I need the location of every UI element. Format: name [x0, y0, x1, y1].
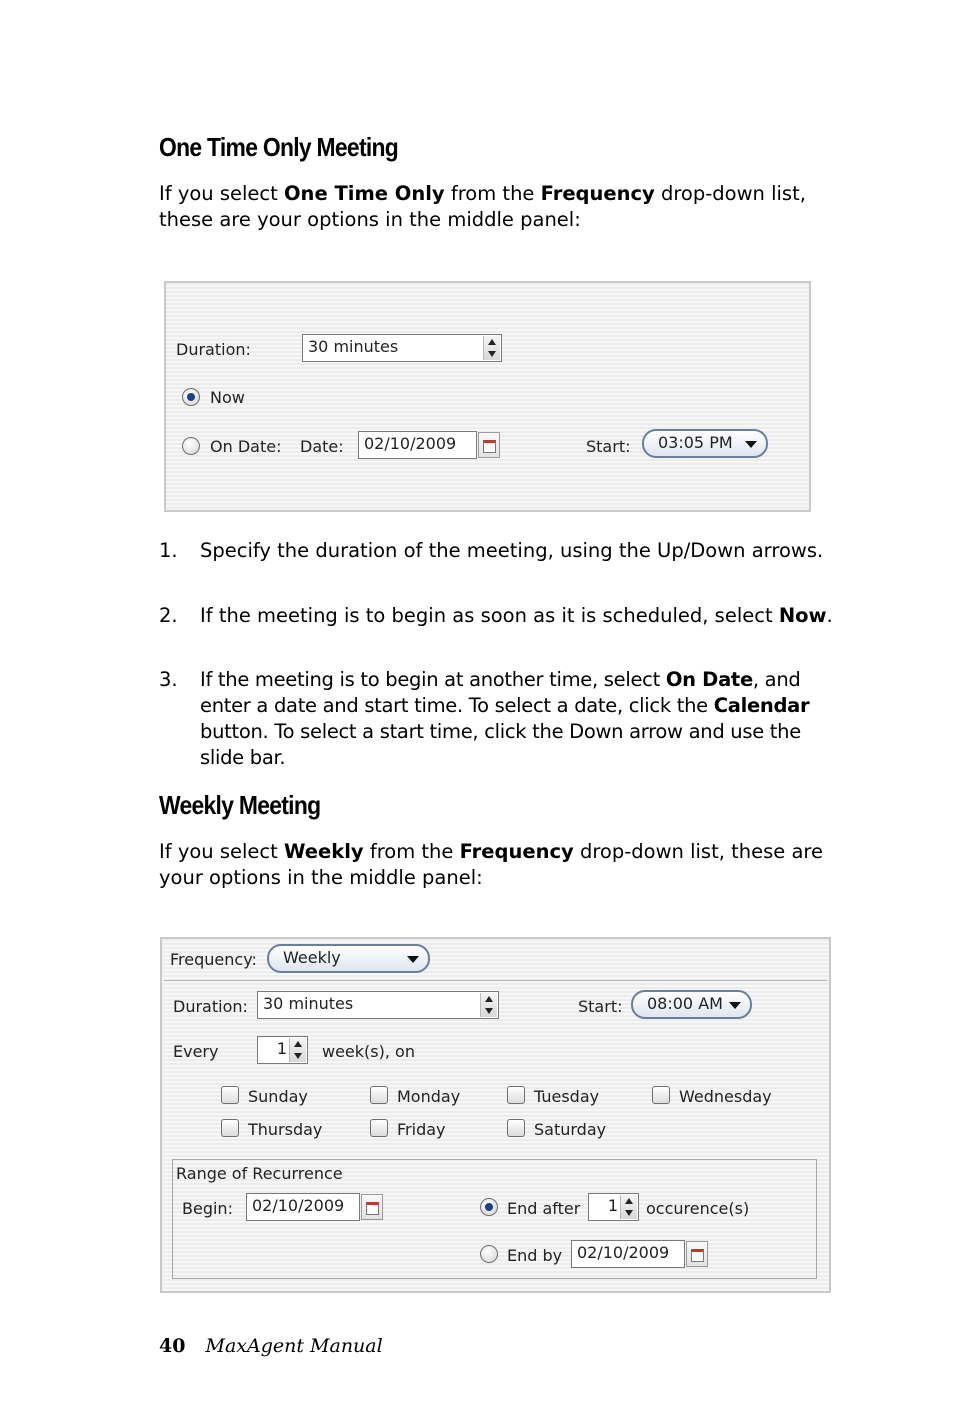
- intro-bold-frequency: Frequency: [540, 182, 655, 205]
- frequency-dropdown[interactable]: [267, 944, 430, 973]
- end-after-stepper[interactable]: [588, 1193, 639, 1221]
- step-text-part: Specify the duration of the meeting, using the Up/Down arrows.: [200, 539, 824, 562]
- begin-date-field[interactable]: [246, 1193, 360, 1221]
- section2-intro: [159, 839, 849, 891]
- intro-text: drop-down list, these are your options in the middle panel:: [159, 182, 806, 231]
- intro-text: from the: [363, 840, 460, 863]
- date-value: 02/10/2009: [364, 434, 457, 453]
- manual-title: MaxAgent Manual: [205, 1335, 383, 1357]
- weeks-on-label: week(s), on: [322, 1042, 415, 1061]
- page-number: 40: [159, 1335, 186, 1357]
- end-after-radio[interactable]: [480, 1198, 498, 1216]
- step-bold-now: Now: [778, 604, 827, 627]
- start-label: Start:: [586, 437, 631, 456]
- step-text-part: , and enter a date and start time. To select a date, click the: [200, 668, 801, 717]
- step-text: [200, 667, 845, 771]
- step-bold-on-date: On Date: [665, 668, 753, 691]
- begin-date-value: 02/10/2009: [252, 1196, 345, 1215]
- step-text-part: If the meeting is to begin at another time, select: [200, 668, 666, 691]
- end-by-label: End by: [507, 1246, 563, 1265]
- end-by-radio[interactable]: [480, 1245, 498, 1263]
- chevron-down-icon[interactable]: [729, 1002, 741, 1009]
- now-label: Now: [210, 388, 245, 407]
- step-number: 2.: [159, 604, 178, 627]
- sunday-label: Sunday: [248, 1087, 308, 1106]
- monday-checkbox[interactable]: [370, 1086, 388, 1104]
- occurrences-label: occurence(s): [646, 1199, 750, 1218]
- start-time-dropdown[interactable]: [642, 429, 768, 458]
- monday-label: Monday: [397, 1087, 461, 1106]
- section1-intro: [159, 181, 849, 233]
- one-time-panel-screenshot: [164, 281, 811, 512]
- chevron-down-icon[interactable]: [407, 956, 419, 963]
- friday-label: Friday: [397, 1120, 446, 1139]
- list-item: [159, 667, 849, 771]
- page-footer: [159, 1335, 383, 1357]
- date-label: Date:: [300, 437, 344, 456]
- duration-value: 30 minutes: [308, 337, 399, 356]
- step-number: 1.: [159, 539, 178, 562]
- begin-label: Begin:: [182, 1199, 233, 1218]
- step-text-part: If the meeting is to begin as soon as it is scheduled, select: [200, 604, 779, 627]
- start-label: Start:: [578, 997, 623, 1016]
- step-text-part: button. To select a start time, click the Down arrow and use the slide bar.: [200, 720, 801, 769]
- section-title-weekly: Weekly Meeting: [159, 790, 321, 820]
- duration-label: Duration:: [176, 340, 251, 359]
- calendar-icon[interactable]: [478, 432, 500, 458]
- step-text-part: .: [826, 604, 833, 627]
- step-text: [200, 538, 845, 564]
- friday-checkbox[interactable]: [370, 1119, 388, 1137]
- end-after-value: 1: [607, 1196, 618, 1215]
- step-number: 3.: [159, 668, 178, 691]
- range-title: Range of Recurrence: [176, 1164, 343, 1183]
- step-bold-calendar: Calendar: [713, 694, 810, 717]
- list-item: [159, 538, 849, 590]
- end-after-label: End after: [507, 1199, 581, 1218]
- frequency-label: Frequency:: [170, 950, 257, 969]
- on-date-radio[interactable]: [182, 437, 200, 455]
- wednesday-checkbox[interactable]: [652, 1086, 670, 1104]
- saturday-checkbox[interactable]: [507, 1119, 525, 1137]
- up-down-arrows-icon[interactable]: [620, 1195, 637, 1219]
- range-of-recurrence-group: [172, 1159, 817, 1279]
- tuesday-checkbox[interactable]: [507, 1086, 525, 1104]
- step-text: [200, 603, 845, 629]
- date-field[interactable]: [358, 431, 477, 459]
- intro-text: If you select: [159, 182, 284, 205]
- chevron-down-icon[interactable]: [745, 441, 757, 448]
- weekly-panel-screenshot: [160, 937, 831, 1293]
- every-value: 1: [276, 1039, 287, 1058]
- start-time-value: 03:05 PM: [658, 433, 733, 452]
- end-by-date-value: 02/10/2009: [577, 1243, 670, 1262]
- every-label: Every: [173, 1042, 219, 1061]
- wednesday-label: Wednesday: [679, 1087, 772, 1106]
- duration-stepper[interactable]: [302, 334, 502, 362]
- thursday-checkbox[interactable]: [221, 1119, 239, 1137]
- duration-value: 30 minutes: [263, 994, 354, 1013]
- saturday-label: Saturday: [534, 1120, 607, 1139]
- divider: [164, 980, 827, 981]
- intro-text: drop-down list, these are your options in the middle panel:: [159, 840, 824, 889]
- intro-bold-weekly: Weekly: [283, 840, 364, 863]
- intro-text: If you select: [159, 840, 284, 863]
- frequency-value: Weekly: [283, 948, 341, 967]
- tuesday-label: Tuesday: [534, 1087, 600, 1106]
- duration-stepper[interactable]: [257, 991, 499, 1019]
- up-down-arrows-icon[interactable]: [289, 1038, 306, 1062]
- duration-label: Duration:: [173, 997, 248, 1016]
- every-stepper[interactable]: [257, 1036, 308, 1064]
- up-down-arrows-icon[interactable]: [480, 993, 497, 1017]
- list-item: [159, 603, 849, 655]
- on-date-label: On Date:: [210, 437, 282, 456]
- sunday-checkbox[interactable]: [221, 1086, 239, 1104]
- up-down-arrows-icon[interactable]: [483, 336, 500, 360]
- thursday-label: Thursday: [248, 1120, 323, 1139]
- now-radio[interactable]: [182, 388, 200, 406]
- start-time-value: 08:00 AM: [647, 994, 723, 1013]
- end-by-date-field[interactable]: [571, 1240, 685, 1268]
- calendar-icon[interactable]: [361, 1194, 383, 1220]
- intro-bold-frequency: Frequency: [459, 840, 574, 863]
- intro-text: from the: [444, 182, 541, 205]
- start-time-dropdown[interactable]: [631, 990, 752, 1019]
- section-title-one-time: One Time Only Meeting: [159, 132, 399, 162]
- calendar-icon[interactable]: [686, 1241, 708, 1267]
- intro-bold-one-time-only: One Time Only: [283, 182, 445, 205]
